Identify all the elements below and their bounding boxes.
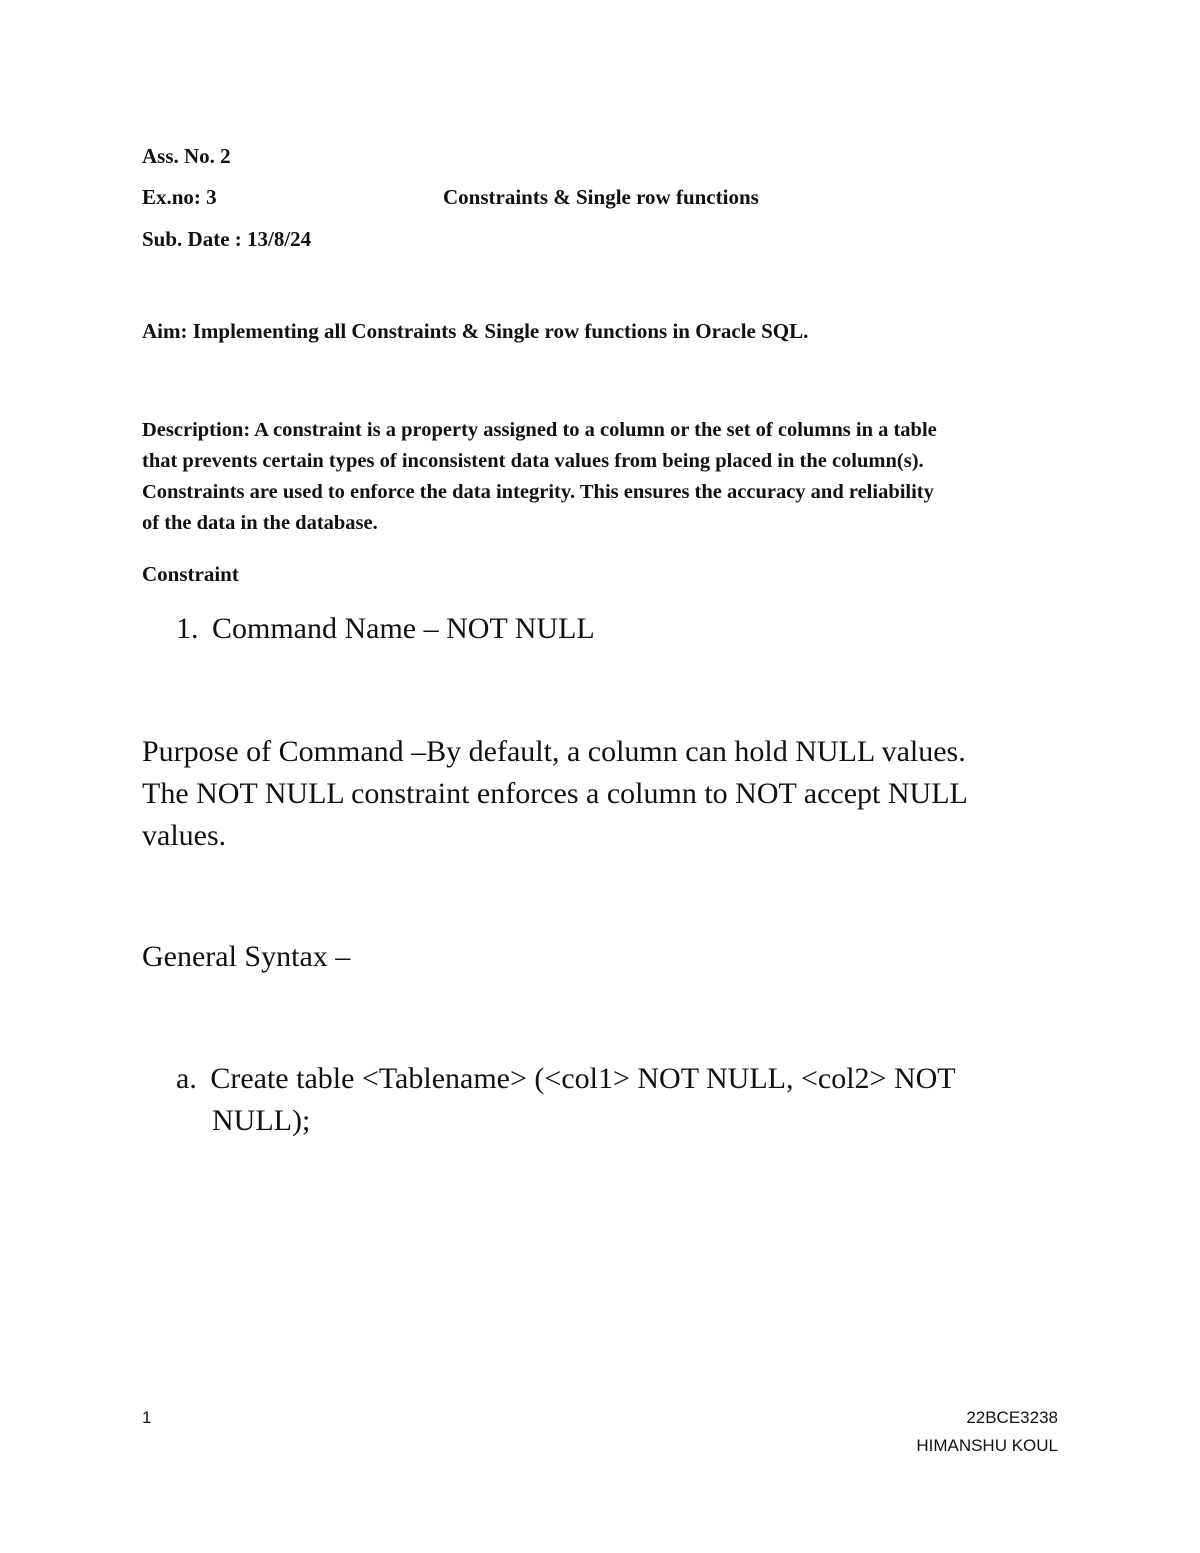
syntax-line: Create table <Tablename> (<col1> NOT NULL, <col2> NOT [210,1062,956,1095]
list-marker: a. [176,1062,197,1095]
general-syntax-heading: General Syntax – [142,940,351,973]
submission-date: Sub. Date : 13/8/24 [142,227,312,251]
author-name: HIMANSHU KOUL [916,1436,1058,1455]
command-list-item [176,608,595,650]
assignment-number: Ass. No. 2 [142,144,231,168]
purpose-line: Purpose of Command –By default, a column can hold NULL values. [142,735,966,768]
page-number: 1 [142,1408,152,1427]
syntax-list-item [176,1058,956,1100]
description-paragraph [142,415,1072,539]
command-name: Command Name – NOT NULL [212,612,595,645]
purpose-line: The NOT NULL constraint enforces a column to NOT accept NULL [142,777,968,810]
description-line: Description: A constraint is a property assigned to a column or the set of columns in a table [142,419,937,441]
list-marker: 1. [176,612,199,645]
description-line: that prevents certain types of inconsistent data values from being placed in the column(s). [142,450,924,472]
description-line: Constraints are used to enforce the data integrity. This ensures the accuracy and reliability [142,481,934,503]
syntax-continuation: NULL); [212,1104,311,1137]
roll-number: 22BCE3238 [966,1408,1058,1427]
description-line: of the data in the database. [142,512,378,534]
purpose-paragraph [142,731,968,857]
aim-statement: Aim: Implementing all Constraints & Single row functions in Oracle SQL. [142,319,809,343]
purpose-line: values. [142,819,227,852]
section-heading: Constraint [142,562,239,586]
exercise-title: Constraints & Single row functions [443,185,759,209]
exercise-number: Ex.no: 3 [142,185,217,209]
